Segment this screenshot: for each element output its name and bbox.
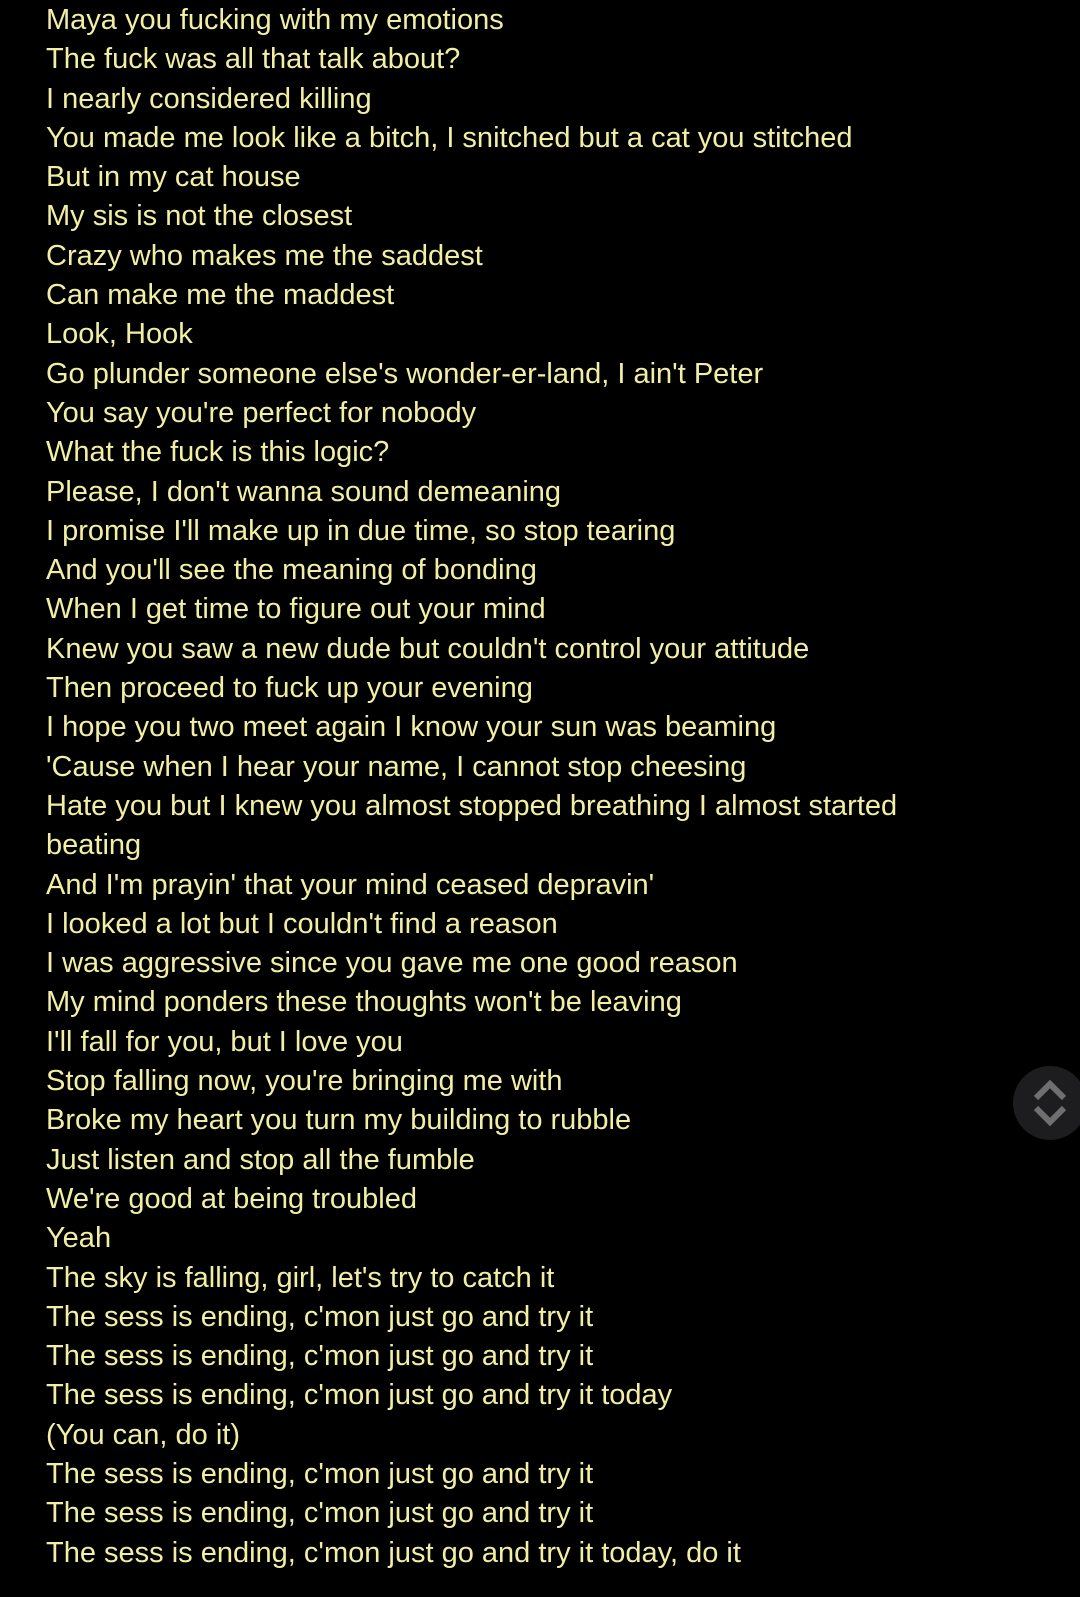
- lyric-line: And I'm prayin' that your mind ceased depravin': [46, 868, 655, 901]
- lyric-line: Stop falling now, you're bringing me with: [46, 1065, 563, 1098]
- lyric-line: I was aggressive since you gave me one good reason: [46, 947, 738, 980]
- lyric-line: You made me look like a bitch, I snitched but a cat you stitched: [46, 121, 853, 154]
- lyric-line: My mind ponders these thoughts won't be leaving: [46, 986, 682, 1019]
- lyric-line: The sess is ending, c'mon just go and try it: [46, 1497, 594, 1530]
- lyric-line: You say you're perfect for nobody: [46, 396, 477, 429]
- lyric-line: Knew you saw a new dude but couldn't control your attitude: [46, 632, 810, 665]
- lyric-line: The sess is ending, c'mon just go and try it: [46, 1340, 594, 1373]
- lyric-line: I hope you two meet again I know your sun was beaming: [46, 711, 777, 744]
- chevron-up-icon: [1036, 1084, 1064, 1098]
- chevron-down-icon: [1036, 1108, 1064, 1122]
- lyric-line: I looked a lot but I couldn't find a reason: [46, 907, 558, 940]
- lyric-line: I promise I'll make up in due time, so stop tearing: [46, 514, 676, 547]
- lyric-line: Broke my heart you turn my building to rubble: [46, 1104, 632, 1137]
- lyric-line: When I get time to figure out your mind: [46, 593, 546, 626]
- lyric-line: Yeah: [46, 1222, 112, 1255]
- lyric-line: The sess is ending, c'mon just go and try it: [46, 1457, 594, 1490]
- lyric-line: Then proceed to fuck up your evening: [46, 672, 533, 705]
- lyric-line: The sky is falling, girl, let's try to catch it: [46, 1261, 555, 1294]
- lyric-line: And you'll see the meaning of bonding: [46, 554, 537, 587]
- lyric-line: My sis is not the closest: [46, 200, 353, 233]
- lyric-line: Look, Hook: [46, 318, 193, 351]
- scroll-indicator[interactable]: [1013, 1066, 1080, 1140]
- lyric-line: The sess is ending, c'mon just go and try it today: [46, 1379, 673, 1412]
- lyric-line: I'll fall for you, but I love you: [46, 1025, 403, 1058]
- lyric-line: 'Cause when I hear your name, I cannot stop cheesing: [46, 750, 747, 783]
- lyric-line: Just listen and stop all the fumble: [46, 1143, 475, 1176]
- lyrics-panel: [46, 1, 946, 1573]
- lyrics-lines: [46, 1, 946, 1573]
- lyric-line: Maya you fucking with my emotions: [46, 4, 504, 36]
- lyric-line: (You can, do it): [46, 1418, 240, 1451]
- lyric-line: Can make me the maddest: [46, 279, 395, 312]
- lyric-line: We're good at being troubled: [46, 1182, 417, 1215]
- lyric-line: What the fuck is this logic?: [46, 436, 390, 469]
- lyric-line: The sess is ending, c'mon just go and try it: [46, 1300, 594, 1333]
- lyric-line: But in my cat house: [46, 161, 301, 194]
- lyric-line: I nearly considered killing: [46, 82, 372, 115]
- lyric-line: Please, I don't wanna sound demeaning: [46, 475, 562, 508]
- lyric-line: Hate you but I knew you almost stopped breathing I almost started beating: [46, 789, 898, 862]
- lyric-line: Go plunder someone else's wonder-er-land, I ain't Peter: [46, 357, 764, 390]
- lyric-line: The sess is ending, c'mon just go and try it today, do it: [46, 1536, 741, 1569]
- lyric-line: Crazy who makes me the saddest: [46, 239, 483, 272]
- lyric-line: The fuck was all that talk about?: [46, 43, 461, 76]
